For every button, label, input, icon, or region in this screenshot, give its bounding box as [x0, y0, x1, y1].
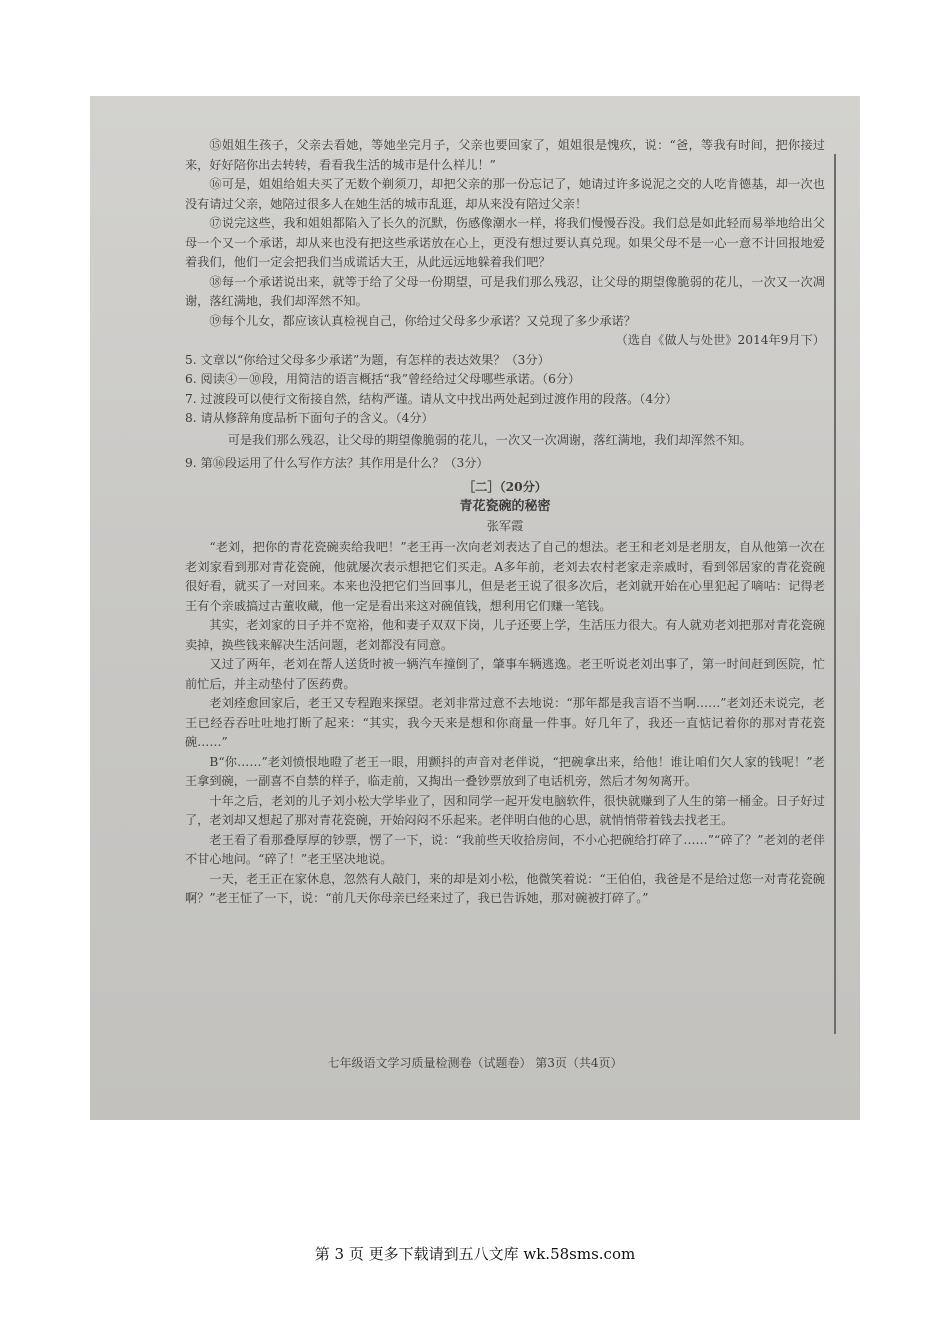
paragraph-17: ⑰说完这些，我和姐姐都陷入了长久的沉默，伤感像潮水一样，将我们慢慢吞没。我们总是如此轻而易举地给出父母一个又一个承诺，却从来也没有把这些承诺放在心上，更没有想过要认真兑现。如果父母不是一心一意不计回报地爱着我们，他们一定会把我们当成谎话大王，从此远远地躲着我们吧？ — [185, 216, 825, 269]
story-paragraph: 十年之后，老刘的儿子刘小松大学毕业了，因和同学一起开发电脑软件，很快就赚到了人生的第一桶金。日子好过了，老刘却又想起了那对青花瓷碗，开始闷闷不乐起来。老伴明白他的心思，就悄悄带着钱去找老王。 — [185, 793, 825, 827]
section-heading: ［二］（20分） — [463, 479, 547, 494]
question-9: 9. 第⑯段运用了什么写作方法？其作用是什么？（3分） — [185, 456, 489, 470]
exam-footer: 七年级语文学习质量检测卷（试题卷） 第3页（共4页） — [327, 1056, 623, 1070]
story-paragraph: 又过了两年，老刘在帮人送货时被一辆汽车撞倒了，肇事车辆逃逸。老王听说老刘出事了，第一时间赶到医院，忙前忙后，并主动垫付了医药费。 — [185, 657, 825, 691]
exam-page-text — [185, 136, 825, 909]
scanned-exam-photo — [90, 96, 860, 1120]
paragraph-16: ⑯可是，姐姐给姐夫买了无数个剃须刀，却把父亲的那一份忘记了，她请过许多说泥之交的人吃肯德基，却一次也没有请过父亲，她陪过很多人在她生活的城市乱逛，却从来没有陪过父亲！ — [185, 177, 825, 211]
margin-rule — [834, 154, 836, 1034]
story-paragraph: 老王看了看那叠厚厚的钞票，愣了一下，说：“我前些天收拾房间，不小心把碗给打碎了……”“碎了？”老刘的老伴不甘心地问。“碎了！”老王坚决地说。 — [185, 832, 825, 866]
quoted-sentence: 可是我们那么残忍，让父母的期望像脆弱的花儿，一次又一次凋谢，落红满地，我们却浑然不知。 — [227, 432, 752, 447]
story-paragraph: “老刘，把你的青花瓷碗卖给我吧！”老王再一次向老刘表达了自己的想法。老王和老刘是老朋友，自从他第一次在老刘家看到那对青花瓷碗，他就屡次表示想把它们买走。A多年前，老刘去农村老家走亲戚时，看到邻居家的青花瓷碗很好看，就买了一对回来。本来也没把它们当回事儿，但是老王说了很多次后，老刘就开始在心里犯起了嘀咕：记得老王有个亲戚搞过古董收藏，他一定是看出来这对碗值钱，想利用它们赚一笔钱。 — [185, 540, 825, 613]
story-paragraph: B“你……”老刘愤恨地瞪了老王一眼，用颤抖的声音对老伴说，“把碗拿出来，给他！谁让咱们欠人家的钱呢！”老王拿到碗，一副喜不自禁的样子，临走前，又掏出一叠钞票放到了电话机旁，然后才匆匆离开。 — [185, 754, 825, 788]
story-paragraph: 老刘痊愈回家后，老王又专程跑来探望。老刘非常过意不去地说：“那年都是我言语不当啊……”老刘还未说完，老王已经吞吞吐吐地打断了起来：“其实，我今天来是想和你商量一件事。好几年了，我还一直惦记着你的那对青花瓷碗……” — [185, 696, 825, 749]
question-6: 6. 阅读④－⑩段，用简洁的语言概括“我”曾经给过父母哪些承诺。（6分） — [185, 372, 581, 386]
story-title: 青花瓷碗的秘密 — [459, 499, 551, 514]
paragraph-18: ⑱每一个承诺说出来，就等于给了父母一份期望，可是我们那么残忍，让父母的期望像脆弱的花儿，一次又一次凋谢，落红满地，我们却浑然不知。 — [185, 274, 825, 308]
story-author: 张军霞 — [486, 518, 524, 533]
page-caption: 第 3 页 更多下载请到五八文库 wk.58sms.com — [314, 1245, 636, 1263]
story-paragraph: 一天，老王正在家休息，忽然有人敲门，来的却是刘小松，他微笑着说：“王伯伯，我爸是不是给过您一对青花瓷碗啊？”老王怔了一下，说：“前几天你母亲已经来过了，我已告诉她，那对碗被打碎了。” — [185, 871, 825, 905]
paragraph-19: ⑲每个儿女，都应该认真检视自己，你给过父母多少承诺？又兑现了多少承诺？ — [209, 313, 636, 328]
question-8: 8. 请从修辞角度品析下面句子的含义。（4分） — [185, 411, 434, 425]
paragraph-15: ⑮姐姐生孩子，父亲去看她，等她坐完月子，父亲也要回家了，姐姐很是愧疚，说：“爸，等我有时间，把你接过来，好好陪你出去转转，看看我生活的城市是什么样儿！” — [185, 138, 825, 172]
source-citation: （选自《做人与处世》2014年9月下） — [615, 333, 825, 347]
question-5: 5. 文章以“你给过父母多少承诺”为题，有怎样的表达效果？（3分） — [185, 352, 550, 367]
story-paragraph: 其实，老刘家的日子并不宽裕，他和妻子双双下岗，儿子还要上学，生活压力很大。有人就劝老刘把那对青花瓷碗卖掉，换些钱来解决生活问题，老刘都没有同意。 — [185, 618, 825, 652]
question-7: 7. 过渡段可以使行文衔接自然，结构严谨。请从文中找出两处起到过渡作用的段落。（4分） — [185, 391, 678, 406]
